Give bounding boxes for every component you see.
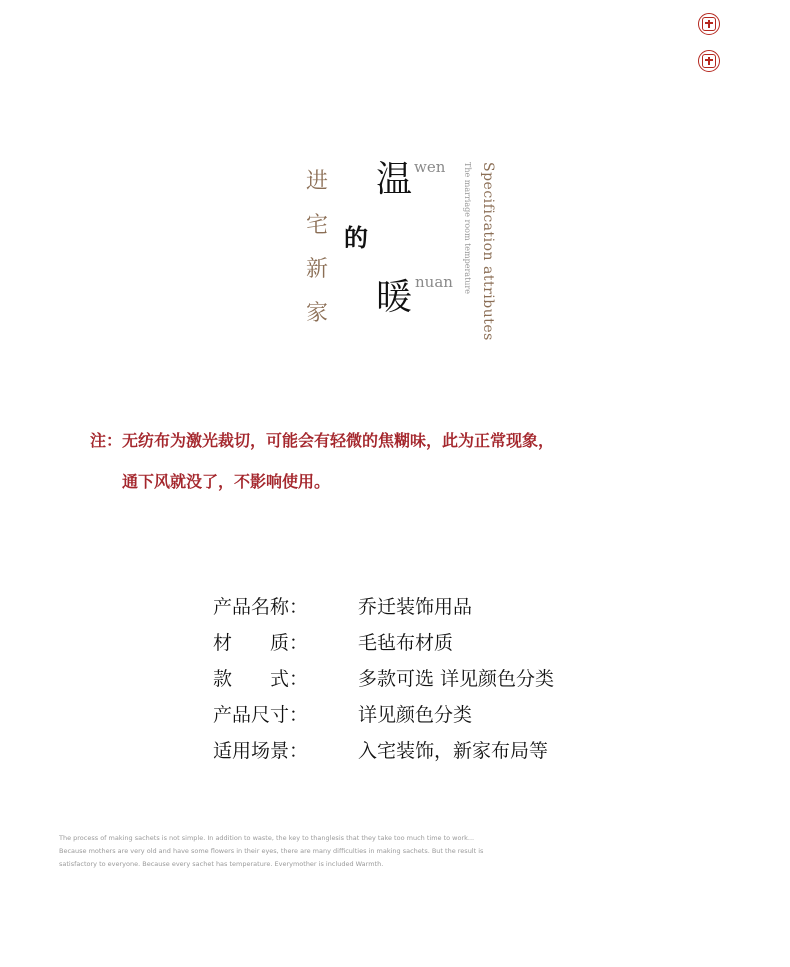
title-char-de: 的	[344, 223, 368, 252]
spec-label: 产品尺寸：	[213, 704, 309, 726]
spec-value: 毛毡布材质	[358, 632, 454, 654]
pinyin-wen: wen	[414, 158, 446, 176]
spec-subtitle-en: The marriage room temperature	[463, 162, 472, 294]
spec-value: 入宅装饰，新家布局等	[358, 740, 549, 762]
title-char-jia: 家	[305, 301, 328, 326]
spec-value: 乔迁装饰用品	[358, 596, 473, 618]
title-char-zhai: 宅	[305, 213, 328, 238]
spec-label: 适用场景：	[213, 740, 309, 762]
vertical-title-left	[304, 160, 330, 336]
title-char-jin: 进	[305, 169, 328, 194]
title-char-nuan: 暖	[376, 277, 413, 318]
note-line-1: 注：无纺布为激光裁切，可能会有轻微的焦糊味，此为正常现象，	[90, 431, 555, 450]
spec-value: 多款可选 详见颜色分类	[358, 668, 555, 690]
title-char-xin: 新	[305, 257, 328, 282]
spec-label: 款 式：	[213, 668, 309, 690]
seal-icon-1	[698, 13, 720, 35]
pinyin-nuan: nuan	[415, 273, 453, 291]
spec-value: 详见颜色分类	[358, 704, 473, 726]
spec-title-en: Specification attributes	[480, 162, 496, 341]
footer-text: The process of making sachets is not simple. In addition to waste, the key to thanglesis that they take too much time to work... Because mothers are very old and have some flowers in their eyes, there are many difficulties in making sachets. But the result is satisfactory to everyone. Because every sachet has temperature. Everymother is included Warmth.	[59, 834, 484, 868]
spec-label: 材 质：	[213, 632, 309, 654]
spec-label: 产品名称：	[213, 596, 309, 618]
title-char-wen: 温	[376, 159, 413, 200]
seal-icon-2	[698, 50, 720, 72]
note-line-2: 通下风就没了，不影响使用。	[122, 472, 331, 491]
